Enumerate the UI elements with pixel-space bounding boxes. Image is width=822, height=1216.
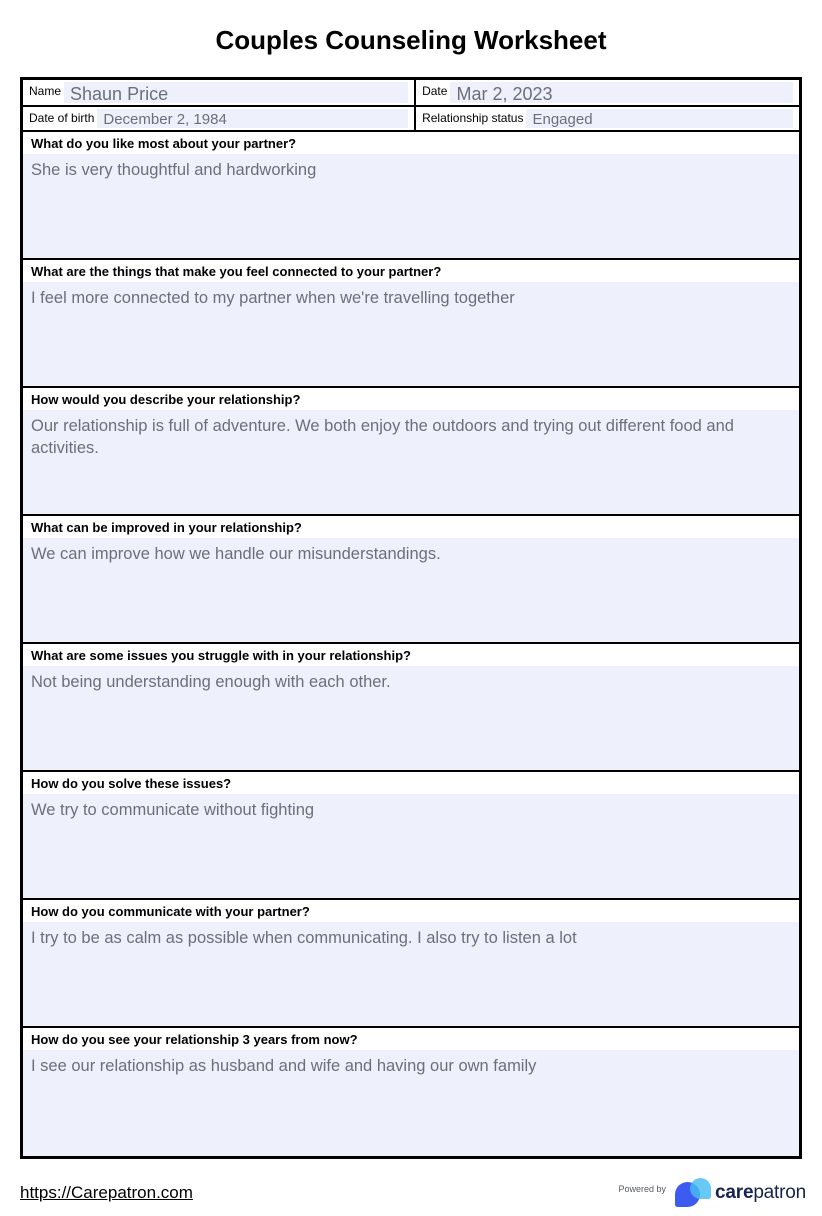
carepatron-logo-icon	[675, 1176, 712, 1210]
date-input[interactable]: Mar 2, 2023	[450, 82, 793, 103]
relationship-status-field	[414, 107, 799, 132]
question-label: What can be improved in your relationship?	[23, 516, 799, 538]
answer-textarea[interactable]: I see our relationship as husband and wife and having our own family	[23, 1050, 799, 1156]
question-section-2	[23, 260, 799, 388]
page-footer	[20, 1174, 806, 1212]
patient-info-grid	[23, 80, 799, 132]
page-title: Couples Counseling Worksheet	[215, 25, 607, 55]
dob-field	[23, 107, 414, 132]
question-section-8	[23, 1028, 799, 1156]
date-label: Date	[422, 84, 448, 98]
question-label: What do you like most about your partner?	[23, 132, 799, 154]
answer-textarea[interactable]: Our relationship is full of adventure. We both enjoy the outdoors and trying out different food and activities.	[23, 410, 799, 516]
answer-textarea[interactable]: I feel more connected to my partner when we're travelling together	[23, 282, 799, 388]
name-input[interactable]: Shaun Price	[64, 82, 408, 103]
answer-textarea[interactable]: We can improve how we handle our misunderstandings.	[23, 538, 799, 644]
question-section-3	[23, 388, 799, 516]
date-field	[414, 80, 799, 107]
dob-input[interactable]: December 2, 1984	[97, 109, 408, 128]
carepatron-wordmark	[715, 1182, 806, 1204]
carepatron-link[interactable]: https://Carepatron.com	[20, 1183, 193, 1202]
question-label: What are some issues you struggle with in your relationship?	[23, 644, 799, 666]
relationship-status-label: Relationship status	[422, 111, 524, 125]
wordmark-patron: patron	[753, 1182, 806, 1203]
name-label: Name	[29, 84, 62, 98]
answer-textarea[interactable]: We try to communicate without fighting	[23, 794, 799, 900]
question-section-6	[23, 772, 799, 900]
question-label: How do you communicate with your partner?	[23, 900, 799, 922]
powered-by-label: Powered by	[618, 1184, 667, 1194]
question-label: How would you describe your relationship?	[23, 388, 799, 410]
answer-textarea[interactable]: She is very thoughtful and hardworking	[23, 154, 799, 260]
wordmark-care: care	[715, 1182, 754, 1203]
question-label: How do you see your relationship 3 years from now?	[23, 1028, 799, 1050]
logo-light-bubble-icon	[690, 1178, 711, 1199]
question-section-7	[23, 900, 799, 1028]
name-field	[23, 80, 414, 107]
answer-textarea[interactable]: Not being understanding enough with each other.	[23, 666, 799, 772]
powered-by-block	[618, 1176, 806, 1210]
answer-textarea[interactable]: I try to be as calm as possible when communicating. I also try to listen a lot	[23, 922, 799, 1028]
relationship-status-input[interactable]: Engaged	[526, 109, 793, 128]
question-section-4	[23, 516, 799, 644]
dob-label: Date of birth	[29, 111, 95, 125]
question-label: What are the things that make you feel connected to your partner?	[23, 260, 799, 282]
question-label: How do you solve these issues?	[23, 772, 799, 794]
question-section-1	[23, 132, 799, 260]
worksheet-table	[20, 77, 802, 1159]
question-section-5	[23, 644, 799, 772]
